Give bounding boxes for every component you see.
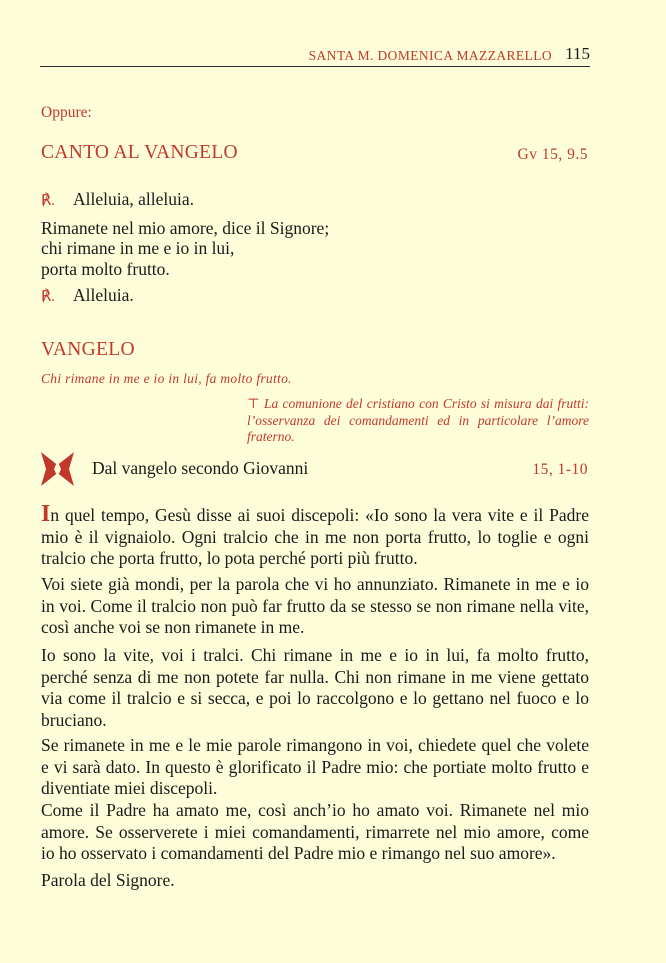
vangelo-subtitle: Chi rimane in me e io in lui, fa molto frutto. xyxy=(41,371,292,386)
gospel-paragraph-1 xyxy=(41,501,589,570)
note-symbol: ⊤ xyxy=(247,396,260,411)
response-symbol: ℟. xyxy=(41,289,56,305)
response-symbol: ℟. xyxy=(41,193,56,209)
gospel-reference: 15, 1-10 xyxy=(532,461,588,478)
gospel-paragraph-2: Voi siete già mondi, per la parola che vi ho annunziato. Rimanete in me e io in voi. Come il tralcio non può far frutto da se stesso se non rimane nella vite, così anche voi se non rimanete in me. xyxy=(41,574,589,637)
drop-cap: I xyxy=(41,501,51,527)
verse-line-1: Rimanete nel mio amore, dice il Signore; xyxy=(41,218,330,238)
vangelo-title: VANGELO xyxy=(41,339,135,360)
page-number: 115 xyxy=(565,44,590,63)
closing-formula: Parola del Signore. xyxy=(41,870,175,890)
verse-line-2: chi rimane in me e io in lui, xyxy=(41,238,235,258)
cross-icon xyxy=(41,452,74,486)
alleluia-line-1 xyxy=(41,187,194,213)
alleluia-text-1: Alleluia, alleluia. xyxy=(73,189,195,209)
verse-line-3: porta molto frutto. xyxy=(41,259,170,279)
gospel-paragraph-3: Io sono la vite, voi i tralci. Chi rimane in me e io in lui, fa molto frutto, perché senza di me non potete far nulla. Chi non rimane in me viene gettato via come il tralcio e si secca, e poi lo raccolgono e lo gettano nel fuoco e lo bruciano. xyxy=(41,645,589,730)
vangelo-note xyxy=(247,396,589,446)
alleluia-text-2: Alleluia. xyxy=(73,285,134,305)
alleluia-line-2 xyxy=(41,283,134,309)
canto-title: CANTO AL VANGELO xyxy=(41,142,238,163)
gospel-paragraph-4: Se rimanete in me e le mie parole rimangono in voi, chiedete quel che volete e vi sarà dato. In questo è glorificato il Padre mio: che portiate molto frutto e diventiate miei discepoli. xyxy=(41,735,589,798)
gospel-source: Dal vangelo secondo Giovanni xyxy=(92,458,309,478)
running-title: SANTA M. DOMENICA MAZZARELLO xyxy=(308,48,552,63)
gospel-paragraph-5: Come il Padre ha amato me, così anch’io ho amato voi. Rimanete nel mio amore. Se osserverete i miei comandamenti, rimarrete nel mio amore, come io ho osservato i comandamenti del Padre mio e rimango nel suo amore». xyxy=(41,800,589,863)
canto-reference: Gv 15, 9.5 xyxy=(517,146,588,163)
page-header xyxy=(40,44,590,67)
oppure-label: Oppure: xyxy=(41,104,92,121)
note-text: La comunione del cristiano con Cristo si misura dai frutti: l’osservanza dei comandamenti ed in particolare l’amore fraterno. xyxy=(247,396,589,444)
paragraph-1-text: n quel tempo, Gesù disse ai suoi discepoli: «Io sono la vera vite e il Padre mio è il vignaiolo. Ogni tralcio che in me non porta frutto, lo toglie e ogni tralcio che porta frutto, lo pota perché porti più frutto. xyxy=(41,505,589,568)
